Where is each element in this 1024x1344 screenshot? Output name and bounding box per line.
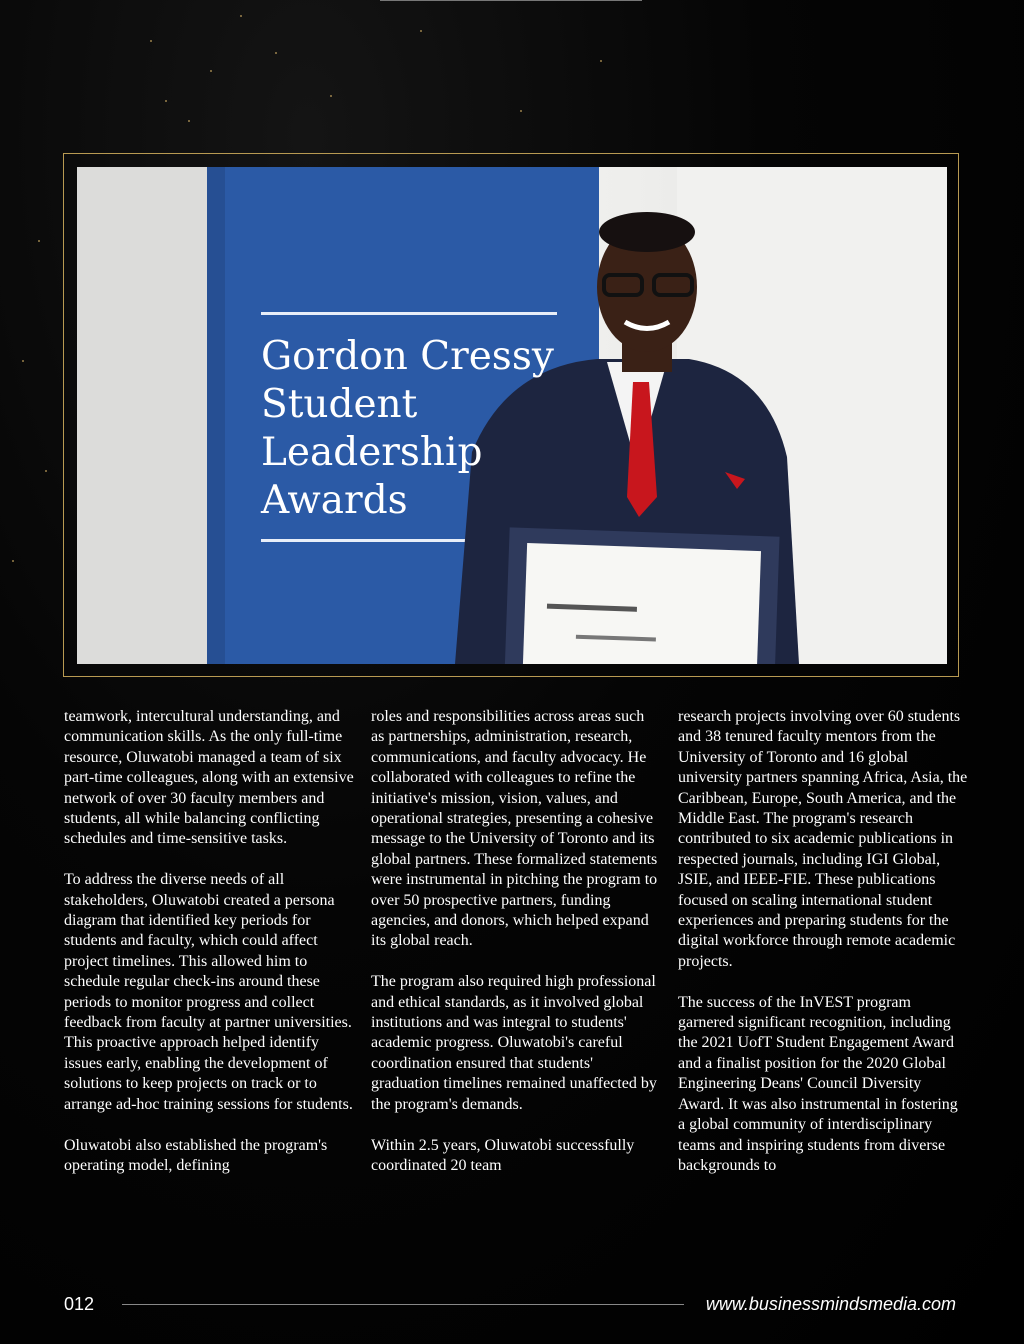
paragraph: Oluwatobi also established the program's operating model, defining	[64, 1136, 328, 1174]
top-rule	[380, 0, 642, 1]
page-number: 012	[64, 1294, 95, 1314]
footer-divider	[122, 1304, 684, 1305]
paragraph: The success of the InVEST program garnered significant recognition, including the 2021 UofT Student Engagement Award and a finalist position for the 2020 Global Engineering Deans' Council Diversity Award. It was also instrumental in fostering a global community of interdisciplinary teams and inspiring students from diverse backgrounds to	[678, 993, 958, 1174]
paragraph: To address the diverse needs of all stakeholders, Oluwatobi created a persona diagram that identified key periods for students and faculty, which could affect project timelines. This allowed him to schedule regular check-ins around these periods to monitor progress and collect feedback from faculty at partner universities. This proactive approach helped identify issues early, enabling the development of solutions to keep projects on track or to arrange ad-hoc training sessions for students.	[64, 871, 353, 1113]
paragraph: The program also required high professional and ethical standards, as it involved global institutions and was integral to students' academic progress. Oluwatobi's careful coordination ensured that students' graduation timelines remained unaffected by the program's demands.	[371, 973, 657, 1113]
banner-line: Leadership	[261, 430, 483, 475]
banner-line: Awards	[261, 478, 408, 523]
website-link[interactable]: www.businessmindsmedia.com	[705, 1294, 956, 1314]
paragraph: teamwork, intercultural understanding, and communication skills. As the only full-time resource, Oluwatobi managed a team of six part-time colleagues, along with an extensive network of over 30 faculty members and students, all while balancing conflicting schedules and time-sensitive tasks.	[64, 708, 354, 848]
column-1	[64, 707, 354, 1197]
column-2	[371, 707, 661, 1197]
banner-line: Gordon Cressy	[261, 334, 554, 379]
banner-text	[261, 333, 601, 525]
column-3	[678, 707, 968, 1197]
banner-line: Student	[261, 382, 418, 427]
paragraph: Within 2.5 years, Oluwatobi successfully coordinated 20 team	[371, 1136, 635, 1174]
award-photo	[77, 167, 947, 664]
paragraph: research projects involving over 60 students and 38 tenured faculty mentors from the University of Toronto and 16 global university partners spanning Africa, Asia, the Caribbean, Europe, South America, and the Middle East. The program's research contributed to six academic publications in respected journals, including IGI Global, JSIE, and IEEE-FIE. These publications focused on scaling international student experiences and preparing students for the digital workforce through remote academic projects.	[678, 708, 968, 970]
paragraph: roles and responsibilities across areas such as partnerships, administration, research, communications, and faculty advocacy. He collaborated with colleagues to refine the initiative's mission, vision, values, and operational strategies, presenting a cohesive message to the University of Toronto and its global partners. These formalized statements were instrumental in pitching the program to over 50 prospective partners, funding agencies, and donors, which helped expand its global reach.	[371, 708, 658, 950]
